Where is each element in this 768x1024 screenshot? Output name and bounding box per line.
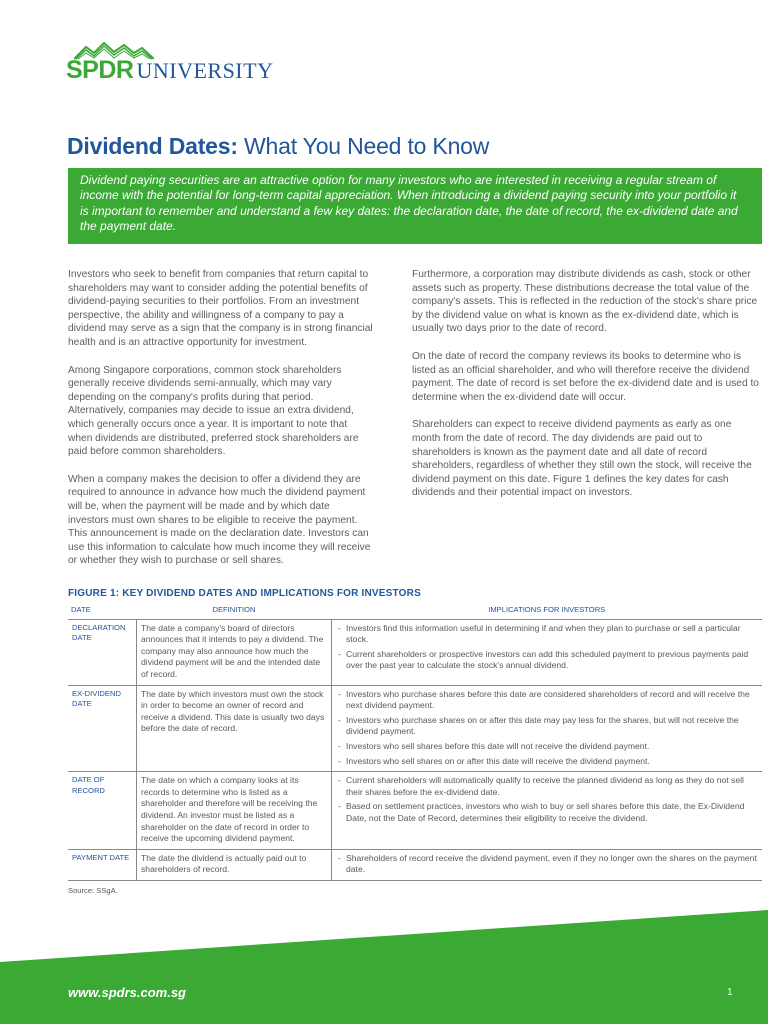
- body-paragraph: When a company makes the decision to offer a dividend they are required to announce in advance how much the dividend payment will be, when the payment will be made and by which date investors must own shares to be eligible to receive the payment. This announcement is made on the declaration date. Investors can use this information to calculate how much income they will receive or whether they wish to purchase or sell shares.: [68, 473, 371, 567]
- row-date: PAYMENT DATE: [68, 849, 137, 880]
- footer-green-shape: [0, 910, 768, 1024]
- implication-item: - Investors find this information useful in determining if and when they plan to purchase or sell a particular stock.: [336, 623, 758, 646]
- spdr-university-logo: [66, 42, 296, 86]
- implication-item: - Investors who purchase shares before this date are considered shareholders of record and will receive the next dividend payment.: [336, 689, 758, 712]
- implication-item: - Investors who sell shares on or after this date will receive the dividend payment.: [336, 756, 758, 768]
- table-row: [68, 619, 762, 685]
- implication-item: - Current shareholders will automatically qualify to receive the planned dividend as long as they do not sell their shares before the ex-dividend date.: [336, 775, 758, 798]
- row-definition: The date by which investors must own the stock in order to become an owner of record and receive a dividend. This date is usually two days before the date of record.: [137, 685, 332, 772]
- figure-title: FIGURE 1: KEY DIVIDEND DATES AND IMPLICATIONS FOR INVESTORS: [68, 588, 421, 599]
- body-paragraph: Among Singapore corporations, common stock shareholders generally receive dividends semi-annually, which may vary depending on the company's profits during that period. Alternatively, companies may decide to issue an extra dividend, which generally occurs once a year. It is important to note that when dividends are distributed, preferred stock shareholders are paid before common shareholders.: [68, 364, 359, 458]
- header-definition: DEFINITION: [137, 602, 332, 619]
- row-date: DECLARATION DATE: [68, 619, 137, 685]
- row-date: EX-DIVIDEND DATE: [68, 685, 137, 772]
- implication-item: - Investors who purchase shares on or after this date may pay less for the shares, but will not receive the dividend payment.: [336, 715, 758, 738]
- header-implications: IMPLICATIONS FOR INVESTORS: [332, 602, 763, 619]
- logo-brand-sub: UNIVERSITY: [136, 58, 274, 83]
- page-number: 1: [727, 987, 733, 998]
- row-implications: [332, 619, 763, 685]
- key-dates-table: [68, 602, 762, 881]
- body-paragraph: Shareholders can expect to receive dividend payments as early as one month from the date of record. The day dividends are paid out to shareholders is known as the payment date and all date of record shareholders, regardless of whether they still own the stock, will receive the dividend payment on this date. Figure 1 defines the key dates for cash dividends and their potential impact on investors.: [412, 419, 752, 499]
- implication-item: - Shareholders of record receive the dividend payment, even if they no longer own the shares on the payment date.: [336, 853, 758, 876]
- intro-box: [68, 168, 762, 244]
- logo-brand: SPDR: [66, 56, 134, 84]
- page-title-bold: Dividend Dates:: [67, 133, 238, 159]
- row-implications: [332, 772, 763, 850]
- table-header-row: [68, 602, 762, 619]
- row-definition: The date the dividend is actually paid out to shareholders of record.: [137, 849, 332, 880]
- body-paragraph: Investors who seek to benefit from companies that return capital to shareholders may want to consider adding the potential benefits of dividend-paying securities to their portfolios. From an investment perspective, the ability and willingness of a company to pay a dividend may serve as a sign that the company is in strong financial health and is an attractive opportunity for investment.: [68, 269, 373, 348]
- row-definition: The date on which a company looks at its records to determine who is listed as a shareholder and therefore will be receiving the dividend. An investor must be listed as a shareholder on the date of record in order to receive the upcoming dividend payment.: [137, 772, 332, 850]
- body-paragraph: On the date of record the company reviews its books to determine who is listed as an official shareholder, and who will therefore receive the dividend payment. The date of record is set before the ex-dividend date and is used to determine when the ex-dividend date will occur.: [412, 350, 759, 403]
- table-row: [68, 849, 762, 880]
- body-column-left: [68, 268, 373, 582]
- intro-text: Dividend paying securities are an attractive option for many investors who are interested in receiving a regular stream of income with the potential for long-term capital appreciation. When introducing a dividend paying security into your portfolio it is important to remember and understand a few key dates: the declaration date, the date of record, the ex-dividend date and the payment date.: [80, 173, 738, 233]
- footer-url-link[interactable]: www.spdrs.com.sg: [68, 985, 186, 1000]
- row-definition: The date a company's board of directors announces that it intends to pay a dividend. The company may also announce how much the dividend payment will be and the intended date of record.: [137, 619, 332, 685]
- logo-wordmark: [66, 56, 273, 85]
- row-implications: [332, 685, 763, 772]
- row-implications: [332, 849, 763, 880]
- implication-item: - Investors who sell shares before this date will not receive the dividend payment.: [336, 741, 758, 753]
- table-row: [68, 685, 762, 772]
- source-note: Source: SSgA.: [68, 886, 118, 895]
- header-date: DATE: [68, 602, 137, 619]
- implication-item: - Current shareholders or prospective investors can add this scheduled payment to previous payments paid over the past year to calculate the stock's annual dividend.: [336, 649, 758, 672]
- body-paragraph: Furthermore, a corporation may distribute dividends as cash, stock or other assets such as property. These distributions decrease the total value of the company's assets. This is reflected in the reduction of the stock's share price by the dividend value on what is known as the ex-dividend date, which is usually two days prior to the date of record.: [412, 269, 758, 335]
- body-column-right: [412, 268, 762, 514]
- page-title: [67, 133, 489, 160]
- table-row: [68, 772, 762, 850]
- row-date: DATE OF RECORD: [68, 772, 137, 850]
- implication-item: - Based on settlement practices, investors who wish to buy or sell shares before this date, the Ex-Dividend Date, not the Date of Record, determines their eligibility to receive the dividend.: [336, 801, 758, 824]
- footer-band: [0, 910, 768, 1024]
- page-title-rest: What You Need to Know: [237, 133, 490, 159]
